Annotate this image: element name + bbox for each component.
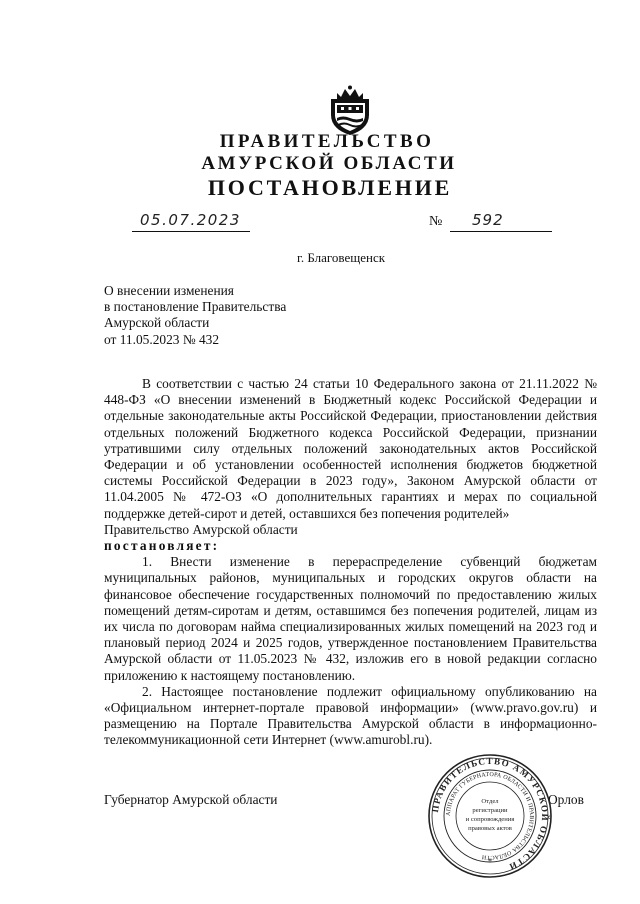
signatory-name: Орлов bbox=[548, 792, 584, 807]
registration-number: 592 bbox=[472, 211, 504, 229]
stamp-star-icon: * bbox=[488, 857, 492, 866]
stamp-center-line: Отдел bbox=[481, 798, 499, 805]
decree-word: постановляет: bbox=[104, 538, 220, 554]
document-body bbox=[104, 376, 597, 749]
document-subject bbox=[104, 283, 286, 348]
date-underline bbox=[132, 231, 250, 232]
subject-line: Амурской области bbox=[104, 315, 210, 331]
number-sign: № bbox=[429, 214, 443, 229]
registration-number-field bbox=[450, 210, 552, 232]
stamp-ring-inner-text: АППАРАТ ГУБЕРНАТОРА ОБЛАСТИ И ПРАВИТЕЛЬСТВА ОБЛАСТИ bbox=[445, 771, 535, 861]
registration-date-field bbox=[132, 210, 250, 232]
signatory-title: Губернатор Амурской области bbox=[104, 792, 278, 807]
decree-item-2: 2. Настоящее постановление подлежит официальному опубликованию на «Официальном интернет-портале правовой информации» (www.pravo.gov.ru) и размещению на Портале Правительства Амурской области в информационно-телекоммуникационной сети Интернет (www.amurobl.ru). bbox=[104, 683, 597, 748]
city-line: г. Благовещенск bbox=[296, 250, 386, 265]
region-title: АМУРСКОЙ ОБЛАСТИ bbox=[201, 153, 457, 174]
document-type-title: ПОСТАНОВЛЕНИЕ bbox=[207, 175, 453, 200]
stamp-center-line: регистрации bbox=[472, 807, 508, 814]
coat-of-arms-icon bbox=[327, 85, 373, 137]
stamp-center-line: правовых актов bbox=[468, 825, 512, 832]
stamp-center-line: и сопровождения bbox=[465, 816, 515, 823]
subject-line: от 11.05.2023 № 432 bbox=[104, 331, 220, 347]
government-title: ПРАВИТЕЛЬСТВО bbox=[219, 131, 435, 152]
decree-item-1: 1. Внести изменение в перераспределение субвенций бюджетам муниципальных районов, муниципальных и городских округов области на финансовое обеспечение государственных полномочий по предоставлению жилых помещений детям-сиротам и детям, оставшимся без попечения родителей, лицам из их числа по договорам найма специализированных жилых помещений на 2023 год и плановый период 2024 и 2025 годов, утвержденное постановлением Правительства Амурской области от 11.05.2023 № 432, изложив его в новой редакции согласно приложению к настоящему постановлению. bbox=[104, 554, 597, 683]
preamble-paragraph: В соответствии с частью 24 статьи 10 Федерального закона от 21.11.2022 № 448-ФЗ «О внесении изменений в Бюджетный кодекс Российской Федерации и отдельные законодательные акты Российской Федерации, приостановлении действия отдельных положений Бюджетного кодекса Российской Федерации, признании утратившими силу отдельных положений законодательных актов Российской Федерации и об установлении особенностей исполнения бюджетов бюджетной системы Российской Федерации в 2023 году», Законом Амурской области от 11.04.2005 № 472-ОЗ «О дополнительных гарантиях и мерах по социальной поддержке детей-сирот и детей, оставшихся без попечения родителей» bbox=[104, 376, 597, 521]
stamp-ring-text: ПРАВИТЕЛЬСТВО АМУРСКОЙ ОБЛАСТИ bbox=[430, 755, 551, 873]
subject-line: О внесении изменения bbox=[104, 283, 234, 298]
official-stamp bbox=[426, 752, 554, 880]
registration-date: 05.07.2023 bbox=[140, 211, 241, 229]
preamble-end: Правительство Амурской области bbox=[104, 521, 298, 537]
subject-line: в постановление Правительства bbox=[104, 299, 287, 315]
number-underline bbox=[450, 231, 552, 232]
